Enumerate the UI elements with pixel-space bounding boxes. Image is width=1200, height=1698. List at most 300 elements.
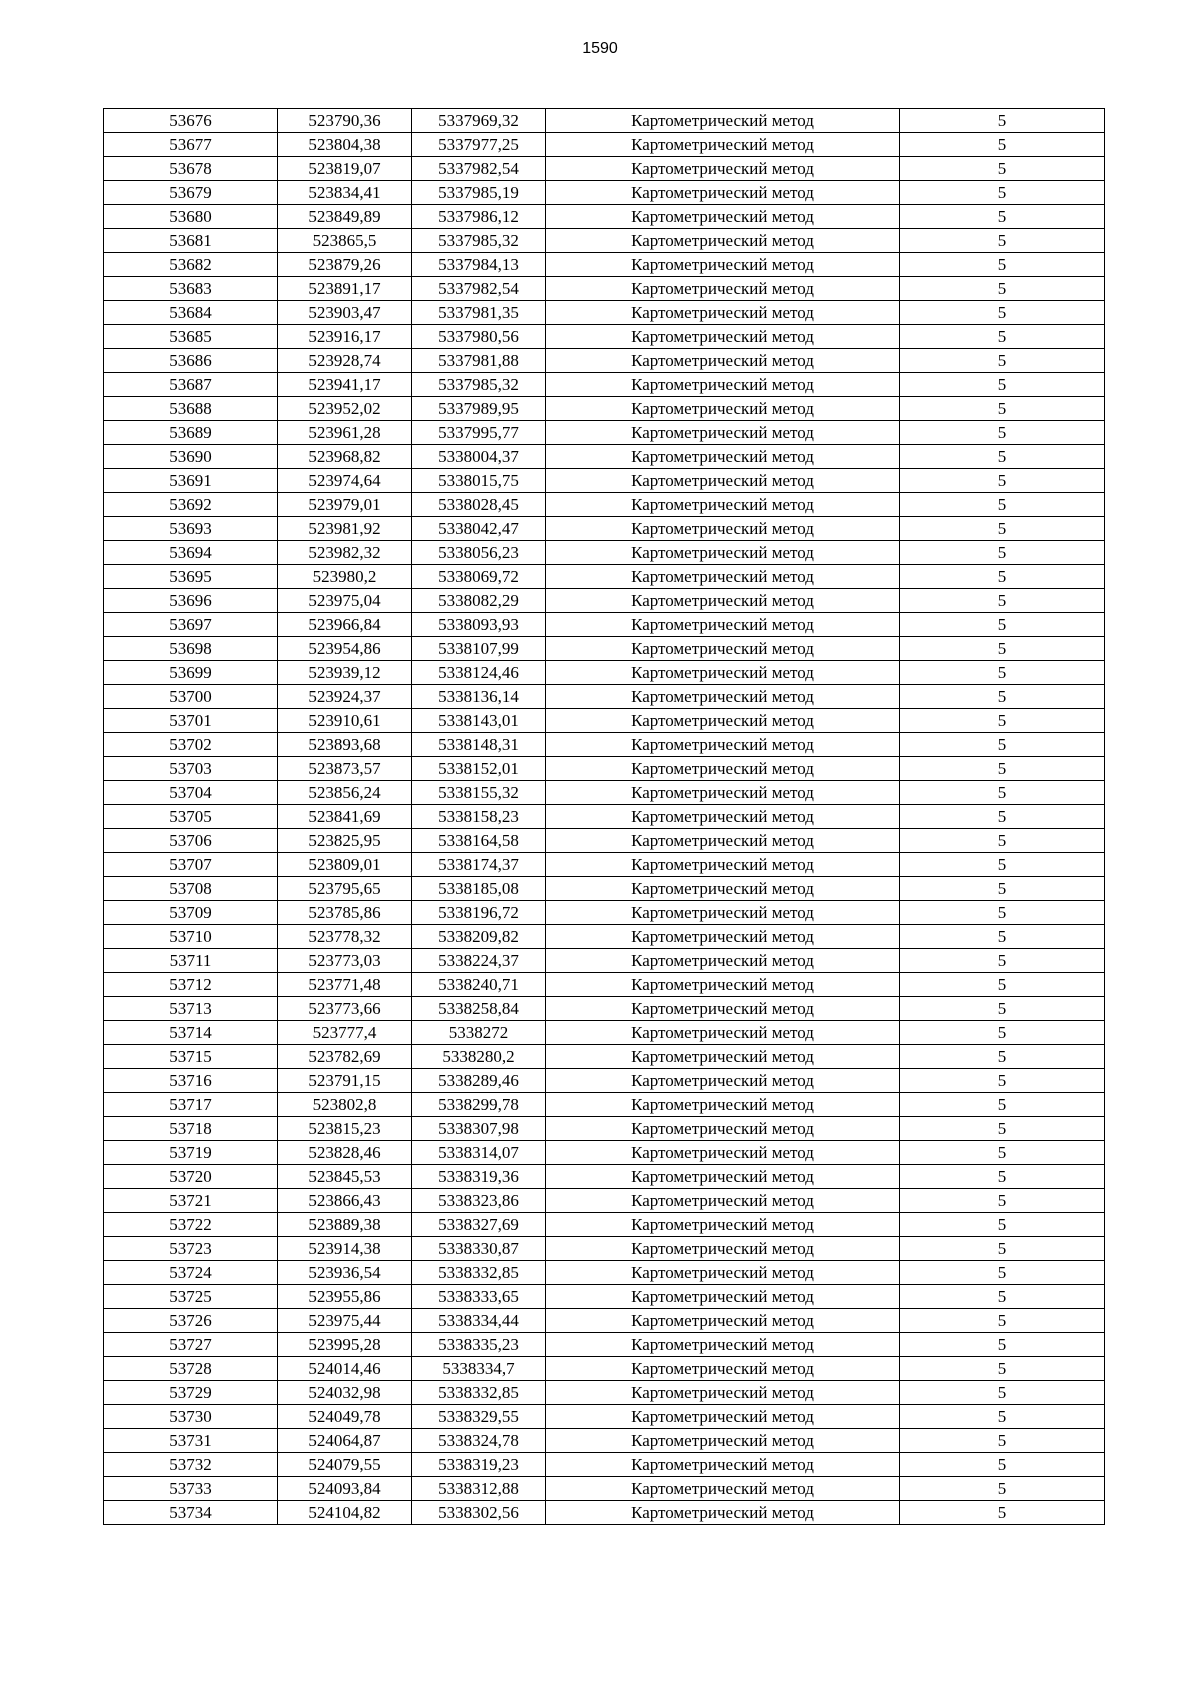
method-cell: Картометрический метод	[546, 1357, 900, 1381]
point-number-cell: 53730	[104, 1405, 278, 1429]
accuracy-cell: 5	[900, 589, 1105, 613]
method-cell: Картометрический метод	[546, 1453, 900, 1477]
table-row	[104, 925, 1105, 949]
x-coordinate-cell: 523961,28	[278, 421, 412, 445]
accuracy-cell: 5	[900, 805, 1105, 829]
table-row	[104, 1213, 1105, 1237]
accuracy-cell: 5	[900, 661, 1105, 685]
method-cell: Картометрический метод	[546, 1069, 900, 1093]
x-coordinate-cell: 523879,26	[278, 253, 412, 277]
point-number-cell: 53686	[104, 349, 278, 373]
accuracy-cell: 5	[900, 157, 1105, 181]
x-coordinate-cell: 523975,04	[278, 589, 412, 613]
point-number-cell: 53710	[104, 925, 278, 949]
point-number-cell: 53687	[104, 373, 278, 397]
accuracy-cell: 5	[900, 445, 1105, 469]
method-cell: Картометрический метод	[546, 1237, 900, 1261]
y-coordinate-cell: 5338332,85	[412, 1261, 546, 1285]
y-coordinate-cell: 5338174,37	[412, 853, 546, 877]
point-number-cell: 53698	[104, 637, 278, 661]
point-number-cell: 53689	[104, 421, 278, 445]
accuracy-cell: 5	[900, 757, 1105, 781]
accuracy-cell: 5	[900, 901, 1105, 925]
x-coordinate-cell: 523790,36	[278, 109, 412, 133]
y-coordinate-cell: 5338056,23	[412, 541, 546, 565]
table-row	[104, 133, 1105, 157]
y-coordinate-cell: 5338143,01	[412, 709, 546, 733]
accuracy-cell: 5	[900, 421, 1105, 445]
accuracy-cell: 5	[900, 1309, 1105, 1333]
table-row	[104, 421, 1105, 445]
accuracy-cell: 5	[900, 1405, 1105, 1429]
table-row	[104, 181, 1105, 205]
x-coordinate-cell: 523966,84	[278, 613, 412, 637]
method-cell: Картометрический метод	[546, 301, 900, 325]
table-row	[104, 1501, 1105, 1525]
method-cell: Картометрический метод	[546, 973, 900, 997]
accuracy-cell: 5	[900, 685, 1105, 709]
accuracy-cell: 5	[900, 1213, 1105, 1237]
point-number-cell: 53692	[104, 493, 278, 517]
table-row	[104, 1357, 1105, 1381]
y-coordinate-cell: 5338334,7	[412, 1357, 546, 1381]
method-cell: Картометрический метод	[546, 877, 900, 901]
accuracy-cell: 5	[900, 1285, 1105, 1309]
table-row	[104, 109, 1105, 133]
x-coordinate-cell: 523777,4	[278, 1021, 412, 1045]
accuracy-cell: 5	[900, 565, 1105, 589]
x-coordinate-cell: 523928,74	[278, 349, 412, 373]
table-row	[104, 565, 1105, 589]
y-coordinate-cell: 5338289,46	[412, 1069, 546, 1093]
y-coordinate-cell: 5338224,37	[412, 949, 546, 973]
accuracy-cell: 5	[900, 541, 1105, 565]
point-number-cell: 53722	[104, 1213, 278, 1237]
y-coordinate-cell: 5338209,82	[412, 925, 546, 949]
table-row	[104, 373, 1105, 397]
y-coordinate-cell: 5337980,56	[412, 325, 546, 349]
point-number-cell: 53703	[104, 757, 278, 781]
point-number-cell: 53732	[104, 1453, 278, 1477]
y-coordinate-cell: 5338069,72	[412, 565, 546, 589]
method-cell: Картометрический метод	[546, 1117, 900, 1141]
method-cell: Картометрический метод	[546, 781, 900, 805]
method-cell: Картометрический метод	[546, 325, 900, 349]
y-coordinate-cell: 5337985,32	[412, 373, 546, 397]
y-coordinate-cell: 5337981,35	[412, 301, 546, 325]
table-row	[104, 517, 1105, 541]
y-coordinate-cell: 5338155,32	[412, 781, 546, 805]
y-coordinate-cell: 5337985,19	[412, 181, 546, 205]
y-coordinate-cell: 5338302,56	[412, 1501, 546, 1525]
point-number-cell: 53726	[104, 1309, 278, 1333]
y-coordinate-cell: 5338028,45	[412, 493, 546, 517]
point-number-cell: 53680	[104, 205, 278, 229]
accuracy-cell: 5	[900, 325, 1105, 349]
table-row	[104, 205, 1105, 229]
y-coordinate-cell: 5338327,69	[412, 1213, 546, 1237]
y-coordinate-cell: 5338334,44	[412, 1309, 546, 1333]
y-coordinate-cell: 5338158,23	[412, 805, 546, 829]
table-row	[104, 349, 1105, 373]
table-row	[104, 757, 1105, 781]
x-coordinate-cell: 523771,48	[278, 973, 412, 997]
point-number-cell: 53718	[104, 1117, 278, 1141]
method-cell: Картометрический метод	[546, 1429, 900, 1453]
accuracy-cell: 5	[900, 1069, 1105, 1093]
x-coordinate-cell: 523995,28	[278, 1333, 412, 1357]
x-coordinate-cell: 523773,66	[278, 997, 412, 1021]
method-cell: Картометрический метод	[546, 1141, 900, 1165]
table-row	[104, 493, 1105, 517]
method-cell: Картометрический метод	[546, 181, 900, 205]
x-coordinate-cell: 523891,17	[278, 277, 412, 301]
point-number-cell: 53727	[104, 1333, 278, 1357]
y-coordinate-cell: 5338314,07	[412, 1141, 546, 1165]
accuracy-cell: 5	[900, 517, 1105, 541]
method-cell: Картометрический метод	[546, 565, 900, 589]
method-cell: Картометрический метод	[546, 493, 900, 517]
table-row	[104, 709, 1105, 733]
accuracy-cell: 5	[900, 949, 1105, 973]
x-coordinate-cell: 524104,82	[278, 1501, 412, 1525]
table-row	[104, 1429, 1105, 1453]
method-cell: Картометрический метод	[546, 613, 900, 637]
y-coordinate-cell: 5338329,55	[412, 1405, 546, 1429]
accuracy-cell: 5	[900, 1165, 1105, 1189]
x-coordinate-cell: 523954,86	[278, 637, 412, 661]
point-number-cell: 53706	[104, 829, 278, 853]
x-coordinate-cell: 523825,95	[278, 829, 412, 853]
y-coordinate-cell: 5338319,23	[412, 1453, 546, 1477]
y-coordinate-cell: 5338333,65	[412, 1285, 546, 1309]
table-row	[104, 1453, 1105, 1477]
point-number-cell: 53701	[104, 709, 278, 733]
accuracy-cell: 5	[900, 973, 1105, 997]
table-row	[104, 469, 1105, 493]
x-coordinate-cell: 523910,61	[278, 709, 412, 733]
accuracy-cell: 5	[900, 1261, 1105, 1285]
method-cell: Картометрический метод	[546, 517, 900, 541]
page-number: 1590	[582, 40, 618, 57]
point-number-cell: 53676	[104, 109, 278, 133]
table-row	[104, 1141, 1105, 1165]
table-row	[104, 541, 1105, 565]
y-coordinate-cell: 5338042,47	[412, 517, 546, 541]
table-row	[104, 1333, 1105, 1357]
method-cell: Картометрический метод	[546, 589, 900, 613]
point-number-cell: 53725	[104, 1285, 278, 1309]
table-row	[104, 1093, 1105, 1117]
y-coordinate-cell: 5338323,86	[412, 1189, 546, 1213]
method-cell: Картометрический метод	[546, 829, 900, 853]
accuracy-cell: 5	[900, 853, 1105, 877]
y-coordinate-cell: 5338082,29	[412, 589, 546, 613]
method-cell: Картометрический метод	[546, 1093, 900, 1117]
table-row	[104, 1045, 1105, 1069]
table-row	[104, 157, 1105, 181]
accuracy-cell: 5	[900, 1021, 1105, 1045]
y-coordinate-cell: 5338093,93	[412, 613, 546, 637]
method-cell: Картометрический метод	[546, 1213, 900, 1237]
accuracy-cell: 5	[900, 277, 1105, 301]
x-coordinate-cell: 524064,87	[278, 1429, 412, 1453]
point-number-cell: 53720	[104, 1165, 278, 1189]
y-coordinate-cell: 5337989,95	[412, 397, 546, 421]
point-number-cell: 53705	[104, 805, 278, 829]
x-coordinate-cell: 523903,47	[278, 301, 412, 325]
x-coordinate-cell: 523834,41	[278, 181, 412, 205]
accuracy-cell: 5	[900, 709, 1105, 733]
table-row	[104, 997, 1105, 1021]
point-number-cell: 53679	[104, 181, 278, 205]
x-coordinate-cell: 523795,65	[278, 877, 412, 901]
accuracy-cell: 5	[900, 253, 1105, 277]
accuracy-cell: 5	[900, 1381, 1105, 1405]
y-coordinate-cell: 5338196,72	[412, 901, 546, 925]
x-coordinate-cell: 523889,38	[278, 1213, 412, 1237]
accuracy-cell: 5	[900, 1501, 1105, 1525]
y-coordinate-cell: 5337986,12	[412, 205, 546, 229]
point-number-cell: 53685	[104, 325, 278, 349]
point-number-cell: 53677	[104, 133, 278, 157]
point-number-cell: 53708	[104, 877, 278, 901]
x-coordinate-cell: 523936,54	[278, 1261, 412, 1285]
point-number-cell: 53713	[104, 997, 278, 1021]
method-cell: Картометрический метод	[546, 1189, 900, 1213]
accuracy-cell: 5	[900, 1117, 1105, 1141]
method-cell: Картометрический метод	[546, 157, 900, 181]
x-coordinate-cell: 523980,2	[278, 565, 412, 589]
table-row	[104, 1309, 1105, 1333]
table-row	[104, 1285, 1105, 1309]
point-number-cell: 53690	[104, 445, 278, 469]
method-cell: Картометрический метод	[546, 661, 900, 685]
x-coordinate-cell: 523845,53	[278, 1165, 412, 1189]
y-coordinate-cell: 5337985,32	[412, 229, 546, 253]
y-coordinate-cell: 5337981,88	[412, 349, 546, 373]
point-number-cell: 53678	[104, 157, 278, 181]
point-number-cell: 53684	[104, 301, 278, 325]
x-coordinate-cell: 523939,12	[278, 661, 412, 685]
accuracy-cell: 5	[900, 733, 1105, 757]
method-cell: Картометрический метод	[546, 1477, 900, 1501]
x-coordinate-cell: 524014,46	[278, 1357, 412, 1381]
table-row	[104, 685, 1105, 709]
y-coordinate-cell: 5338004,37	[412, 445, 546, 469]
x-coordinate-cell: 523968,82	[278, 445, 412, 469]
point-number-cell: 53715	[104, 1045, 278, 1069]
point-number-cell: 53693	[104, 517, 278, 541]
y-coordinate-cell: 5337982,54	[412, 277, 546, 301]
point-number-cell: 53716	[104, 1069, 278, 1093]
x-coordinate-cell: 523975,44	[278, 1309, 412, 1333]
method-cell: Картометрический метод	[546, 1381, 900, 1405]
x-coordinate-cell: 523866,43	[278, 1189, 412, 1213]
point-number-cell: 53700	[104, 685, 278, 709]
x-coordinate-cell: 523974,64	[278, 469, 412, 493]
x-coordinate-cell: 523941,17	[278, 373, 412, 397]
accuracy-cell: 5	[900, 1429, 1105, 1453]
y-coordinate-cell: 5337969,32	[412, 109, 546, 133]
y-coordinate-cell: 5338330,87	[412, 1237, 546, 1261]
table-row	[104, 901, 1105, 925]
point-number-cell: 53695	[104, 565, 278, 589]
x-coordinate-cell: 523815,23	[278, 1117, 412, 1141]
table-row	[104, 805, 1105, 829]
point-number-cell: 53728	[104, 1357, 278, 1381]
method-cell: Картометрический метод	[546, 277, 900, 301]
method-cell: Картометрический метод	[546, 1501, 900, 1525]
accuracy-cell: 5	[900, 493, 1105, 517]
x-coordinate-cell: 523849,89	[278, 205, 412, 229]
method-cell: Картометрический метод	[546, 1165, 900, 1189]
accuracy-cell: 5	[900, 205, 1105, 229]
x-coordinate-cell: 524079,55	[278, 1453, 412, 1477]
table-row	[104, 877, 1105, 901]
accuracy-cell: 5	[900, 1093, 1105, 1117]
y-coordinate-cell: 5337984,13	[412, 253, 546, 277]
accuracy-cell: 5	[900, 925, 1105, 949]
point-number-cell: 53699	[104, 661, 278, 685]
method-cell: Картометрический метод	[546, 397, 900, 421]
point-number-cell: 53724	[104, 1261, 278, 1285]
y-coordinate-cell: 5338332,85	[412, 1381, 546, 1405]
method-cell: Картометрический метод	[546, 925, 900, 949]
y-coordinate-cell: 5338240,71	[412, 973, 546, 997]
accuracy-cell: 5	[900, 1453, 1105, 1477]
accuracy-cell: 5	[900, 109, 1105, 133]
x-coordinate-cell: 523819,07	[278, 157, 412, 181]
table-row	[104, 589, 1105, 613]
method-cell: Картометрический метод	[546, 853, 900, 877]
point-number-cell: 53721	[104, 1189, 278, 1213]
x-coordinate-cell: 524093,84	[278, 1477, 412, 1501]
y-coordinate-cell: 5338312,88	[412, 1477, 546, 1501]
method-cell: Картометрический метод	[546, 1045, 900, 1069]
point-number-cell: 53691	[104, 469, 278, 493]
table-row	[104, 1405, 1105, 1429]
method-cell: Картометрический метод	[546, 733, 900, 757]
point-number-cell: 53723	[104, 1237, 278, 1261]
table-row	[104, 1189, 1105, 1213]
x-coordinate-cell: 523773,03	[278, 949, 412, 973]
point-number-cell: 53729	[104, 1381, 278, 1405]
accuracy-cell: 5	[900, 229, 1105, 253]
point-number-cell: 53717	[104, 1093, 278, 1117]
method-cell: Картометрический метод	[546, 205, 900, 229]
x-coordinate-cell: 523952,02	[278, 397, 412, 421]
accuracy-cell: 5	[900, 997, 1105, 1021]
x-coordinate-cell: 523785,86	[278, 901, 412, 925]
method-cell: Картометрический метод	[546, 373, 900, 397]
accuracy-cell: 5	[900, 397, 1105, 421]
point-number-cell: 53702	[104, 733, 278, 757]
x-coordinate-cell: 523856,24	[278, 781, 412, 805]
x-coordinate-cell: 523802,8	[278, 1093, 412, 1117]
table-row	[104, 325, 1105, 349]
table-row	[104, 781, 1105, 805]
y-coordinate-cell: 5338307,98	[412, 1117, 546, 1141]
point-number-cell: 53704	[104, 781, 278, 805]
y-coordinate-cell: 5338335,23	[412, 1333, 546, 1357]
x-coordinate-cell: 523804,38	[278, 133, 412, 157]
method-cell: Картометрический метод	[546, 709, 900, 733]
x-coordinate-cell: 524032,98	[278, 1381, 412, 1405]
y-coordinate-cell: 5338136,14	[412, 685, 546, 709]
accuracy-cell: 5	[900, 469, 1105, 493]
y-coordinate-cell: 5338107,99	[412, 637, 546, 661]
point-number-cell: 53688	[104, 397, 278, 421]
y-coordinate-cell: 5338319,36	[412, 1165, 546, 1189]
x-coordinate-cell: 523865,5	[278, 229, 412, 253]
table-row	[104, 613, 1105, 637]
method-cell: Картометрический метод	[546, 229, 900, 253]
accuracy-cell: 5	[900, 1045, 1105, 1069]
method-cell: Картометрический метод	[546, 469, 900, 493]
y-coordinate-cell: 5338324,78	[412, 1429, 546, 1453]
method-cell: Картометрический метод	[546, 1333, 900, 1357]
accuracy-cell: 5	[900, 877, 1105, 901]
table-row	[104, 1117, 1105, 1141]
y-coordinate-cell: 5337977,25	[412, 133, 546, 157]
x-coordinate-cell: 523828,46	[278, 1141, 412, 1165]
y-coordinate-cell: 5338015,75	[412, 469, 546, 493]
accuracy-cell: 5	[900, 613, 1105, 637]
method-cell: Картометрический метод	[546, 1285, 900, 1309]
x-coordinate-cell: 523924,37	[278, 685, 412, 709]
point-number-cell: 53714	[104, 1021, 278, 1045]
x-coordinate-cell: 523782,69	[278, 1045, 412, 1069]
accuracy-cell: 5	[900, 301, 1105, 325]
y-coordinate-cell: 5338280,2	[412, 1045, 546, 1069]
x-coordinate-cell: 523893,68	[278, 733, 412, 757]
x-coordinate-cell: 523809,01	[278, 853, 412, 877]
table-row	[104, 1165, 1105, 1189]
method-cell: Картометрический метод	[546, 541, 900, 565]
x-coordinate-cell: 523981,92	[278, 517, 412, 541]
x-coordinate-cell: 523914,38	[278, 1237, 412, 1261]
y-coordinate-cell: 5338299,78	[412, 1093, 546, 1117]
point-number-cell: 53681	[104, 229, 278, 253]
point-number-cell: 53696	[104, 589, 278, 613]
accuracy-cell: 5	[900, 1237, 1105, 1261]
y-coordinate-cell: 5337995,77	[412, 421, 546, 445]
point-number-cell: 53694	[104, 541, 278, 565]
coordinates-table	[103, 108, 1105, 1525]
accuracy-cell: 5	[900, 349, 1105, 373]
accuracy-cell: 5	[900, 1333, 1105, 1357]
coordinates-table-body	[104, 109, 1105, 1525]
table-row	[104, 1261, 1105, 1285]
accuracy-cell: 5	[900, 781, 1105, 805]
x-coordinate-cell: 523916,17	[278, 325, 412, 349]
table-row	[104, 853, 1105, 877]
method-cell: Картометрический метод	[546, 109, 900, 133]
accuracy-cell: 5	[900, 1189, 1105, 1213]
method-cell: Картометрический метод	[546, 421, 900, 445]
method-cell: Картометрический метод	[546, 757, 900, 781]
method-cell: Картометрический метод	[546, 901, 900, 925]
table-row	[104, 637, 1105, 661]
accuracy-cell: 5	[900, 181, 1105, 205]
point-number-cell: 53683	[104, 277, 278, 301]
table-row	[104, 949, 1105, 973]
accuracy-cell: 5	[900, 1141, 1105, 1165]
table-row	[104, 301, 1105, 325]
accuracy-cell: 5	[900, 373, 1105, 397]
accuracy-cell: 5	[900, 829, 1105, 853]
